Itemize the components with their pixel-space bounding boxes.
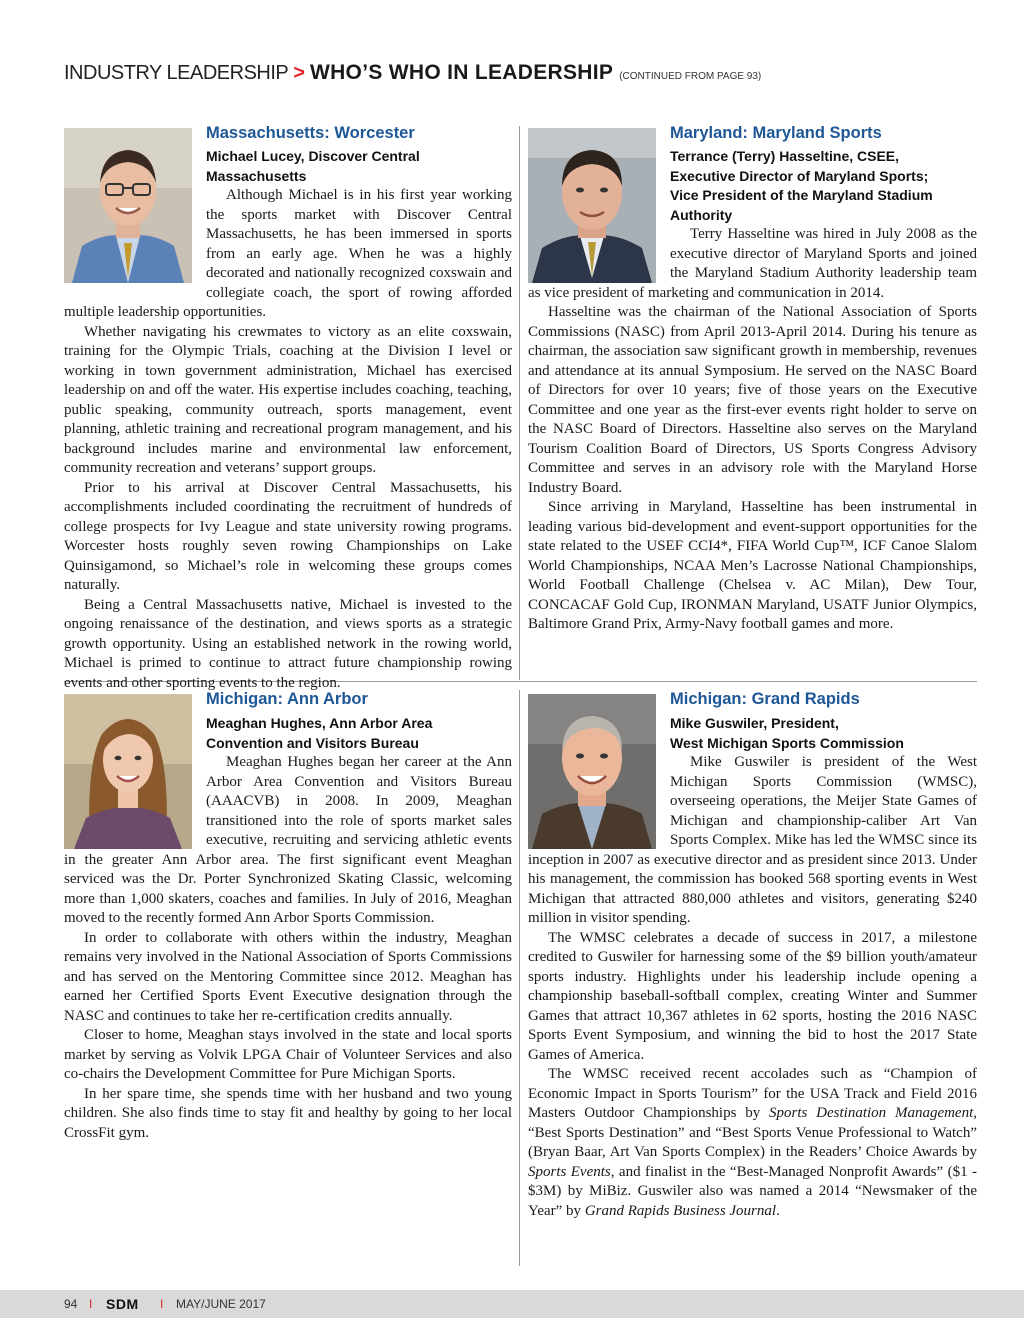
section-label: INDUSTRY LEADERSHIP — [64, 62, 289, 84]
page-footer — [0, 1290, 1024, 1318]
paragraph: Since arriving in Maryland, Hasseltine has been instrumental in leading various bid-development and event-support opportunities for the state related to the USEF CCI4*, FIFA World Cup™, ICF Canoe Slalom World Championships, NCAA Men’s Lacrosse National Championships, World Football Challenge (Chelsea v. AC Milan), Dew Tour, CONCACAF Gold Cup, IRONMAN Maryland, USATF Junior Olympics, Baltimore Grand Prix, Army-Navy football games and more. — [528, 499, 977, 632]
profile-body — [528, 225, 977, 635]
column-divider-bottom — [519, 690, 520, 1266]
page-number: 94 — [64, 1297, 78, 1311]
profile-state: Maryland: Maryland Sports — [670, 124, 882, 142]
profile-state: Michigan: Grand Rapids — [670, 690, 860, 708]
paragraph: Prior to his arrival at Discover Central Massachusetts, his accomplishments included coordinating the recruitment of hundreds of college prospects for Ivy League and state university rowing programs. Worcester hosts roughly seven rowing Championships on Lake Quinsigamond, so Michael’s role in welcoming these groups comes naturally. — [64, 479, 512, 593]
footer-separator: I — [160, 1297, 164, 1311]
profile-body — [64, 753, 512, 1143]
profile-body — [528, 753, 977, 1221]
profile-massachusetts — [64, 124, 512, 691]
sdm-logo: SDM — [106, 1296, 139, 1312]
profile-ann-arbor — [64, 690, 512, 1264]
paragraph: Mike Guswiler is president of the West Michigan Sports Commission (WMSC), overseeing operations, the Meijer State Games of Michigan and championship-caliber Art Van Sports Complex. Mike has led the WMSC since its inception in 2007 as executive director and as president since 2013. Under his management, the commission has booked 568 sporting events in West Michigan that attracted 880,000 athletes and visitors, generating $240 million in visitor spending. — [528, 754, 977, 926]
header-arrow: > — [293, 62, 305, 84]
profile-name: Mike Guswiler, President, West Michigan Sports Commission — [670, 715, 904, 751]
paragraph: In her spare time, she spends time with her husband and two young children. She also finds time to stay fit and healthy by going to her local CrossFit gym. — [64, 1085, 512, 1141]
page-title: WHO’S WHO IN LEADERSHIP — [309, 61, 614, 84]
profile-name: Terrance (Terry) Hasseltine, CSEE, Executive Director of Maryland Sports; Vice President of the Maryland Stadium Authority — [670, 148, 933, 223]
continued-note: (CONTINUED FROM PAGE 93) — [619, 71, 762, 82]
profile-grand-rapids — [528, 690, 978, 1264]
paragraph: Although Michael is in his first year working the sports market with Discover Central Massachusetts, he has been immersed in sports from an early age. When he was a highly decorated and nationally recognized coxswain and collegiate coach, the sport of rowing afforded multiple leadership opportunities. — [64, 187, 512, 320]
paragraph: Meaghan Hughes began her career at the Ann Arbor Area Convention and Visitors Bureau (AAACVB) in 2008. In 2009, Meaghan transitioned into the role of sports market sales executive, recruiting and servicing athletic events in the greater Ann Arbor area. The first significant event Meaghan serviced was the Dr. Porter Synchronized Skating Classic, welcoming more than 1,000 skaters, coaches and families. In July of 2016, Meaghan moved to the recently formed Ann Arbor Sports Commission. — [64, 754, 512, 926]
profile-body — [64, 186, 512, 693]
paragraph: Hasseltine was the chairman of the National Association of Sports Commissions (NASC) from April 2013-April 2014. During his tenure as chairman, the association saw significant growth in membership, revenues and attendance at its annual Symposium. He served on the NASC Board of Directors for over 10 years; five of those years on the Executive Committee and one year as the first-ever events right holder to serve on the NASC Board of Directors. Hasseltine also serves on the Maryland Tourism Coalition Board of Directors, US Sports Congress Advisory Committee and serves in an advisory role with the Maryland Horse Industry Board. — [528, 304, 977, 496]
profile-state: Michigan: Ann Arbor — [206, 690, 368, 708]
paragraph: The WMSC celebrates a decade of success in 2017, a milestone credited to Guswiler for harnessing some of the $9 billion youth/amateur sports industry. Highlights under his leadership include opening a championship baseball-softball complex, creating Winter and Summer Games that attract 10,367 athletes in 62 sports, hosting the 2016 NASC Sports Event Symposium, and winning the bid to host the 2017 State Games of America. — [528, 929, 977, 1063]
issue-date: MAY/JUNE 2017 — [176, 1297, 266, 1311]
paragraph: In order to collaborate with others within the industry, Meaghan remains very involved in the National Association of Sports Commissions and has served on the Mentoring Committee since 2012. Meaghan has earned her Certified Sports Event Executive designation through the NASC and continues to take her re-certification credits annually. — [64, 929, 512, 1024]
profile-name: Michael Lucey, Discover Central Massachusetts — [206, 148, 420, 184]
page-header — [64, 58, 964, 92]
paragraph: The WMSC received recent accolades such as “Champion of Economic Impact in Sports Tourism” for the USA Track and Field 2016 Masters Outdoor Championships by Sports Destination Management, “Best Sports Destination” and “Best Sports Venue Professional to Watch” (Bryan Baar, Art Van Sports Complex) in the Readers’ Choice Awards by Sports Events, and finalist in the “Best-Managed Nonprofit Awards” ($1 - $3M) by MiBiz. Guswiler also was named a 2014 “Newsmaker of the Year” by Grand Rapids Business Journal. — [528, 1066, 978, 1219]
paragraph: Being a Central Massachusetts native, Michael is invested to the ongoing renaissance of the destination, and views sports as a strategic growth opportunity. Using an established network in the rowing world, Michael is primed to continue to attract future championship rowing events and other sporting events to the region. — [64, 596, 512, 691]
paragraph: Whether navigating his crewmates to victory as an elite coxswain, training for the Olympic Trials, coaching at the Division I level or working in town government administration, Michael has exercised leadership on and off the water. His expertise includes coaching, teaching, public speaking, community outreach, sports management, event planning, athletic training and recreational program management, and his background includes marine and environmental law enforcement, community recreation and veterans’ support groups. — [64, 323, 512, 476]
column-divider-top — [519, 126, 520, 680]
paragraph: Closer to home, Meaghan stays involved in the state and local sports market by serving as Volvik LPGA Chair of Volunteer Services and also co-chairs the Development Committee for Pure Michigan Sports. — [64, 1027, 512, 1082]
profile-state: Massachusetts: Worcester — [206, 124, 415, 142]
profile-name: Meaghan Hughes, Ann Arbor Area Convention and Visitors Bureau — [206, 715, 433, 751]
profile-maryland — [528, 124, 977, 678]
paragraph: Terry Hasseltine was hired in July 2008 as the executive director of Maryland Sports and joined the Maryland Stadium Authority leadership team as vice president of marketing and communication in 2014. — [528, 226, 977, 301]
footer-separator: I — [89, 1297, 93, 1311]
